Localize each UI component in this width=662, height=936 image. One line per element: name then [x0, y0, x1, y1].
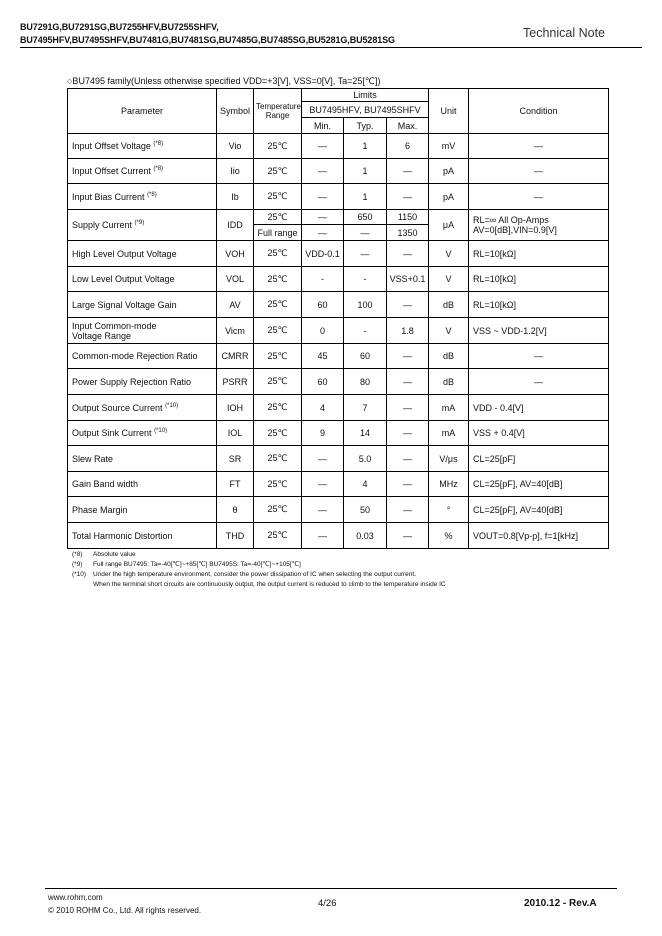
symbol-cell: IDD [217, 210, 254, 241]
min-cell: — [302, 523, 344, 549]
footnote-text: When the terminal short circuits are continuously output, the output current is reduced to climb to the temperature inside IC [93, 581, 446, 588]
typ-cell: — [344, 241, 387, 267]
symbol-cell: Vicm [217, 318, 254, 344]
max-cell: 6 [387, 134, 429, 159]
footer-url: www.rohm.com [48, 893, 103, 902]
max-cell: — [387, 184, 429, 210]
min-cell: — [302, 184, 344, 210]
temp-cell: Full range [254, 225, 302, 241]
typ-cell: 0.03 [344, 523, 387, 549]
table-row [68, 344, 609, 369]
page-number: 4/26 [318, 898, 337, 909]
param-label: Input Bias Current [72, 191, 145, 202]
min-cell: — [302, 159, 344, 184]
min-cell: — [302, 134, 344, 159]
param-cell [68, 318, 217, 344]
condition-cell: CL=25[pF], AV=40[dB] [469, 472, 609, 497]
min-cell: — [302, 225, 344, 241]
header-symbol: Symbol [217, 89, 254, 134]
footnote [72, 550, 446, 560]
param-label: Supply Current [72, 220, 133, 230]
temp-cell: 25℃ [254, 369, 302, 395]
typ-cell: 4 [344, 472, 387, 497]
condition-cell: VDD - 0.4[V] [469, 395, 609, 421]
header-family: BU7495HFV, BU7495SHFV [302, 102, 429, 118]
max-cell: 1350 [387, 225, 429, 241]
param-cell [68, 184, 217, 210]
note-ref: (*10) [165, 402, 179, 409]
temp-cell: 25℃ [254, 395, 302, 421]
table-row [68, 134, 609, 159]
max-cell: 1.8 [387, 318, 429, 344]
table-row [68, 369, 609, 395]
temp-cell: 25℃ [254, 497, 302, 523]
symbol-cell: θ [217, 497, 254, 523]
condition-cell: — [469, 134, 609, 159]
max-cell: — [387, 472, 429, 497]
condition-cell [469, 210, 609, 241]
symbol-cell: Iio [217, 159, 254, 184]
min-cell: 60 [302, 369, 344, 395]
unit-cell: mA [429, 395, 469, 421]
temp-cell: 25℃ [254, 421, 302, 446]
temp-cell: 25℃ [254, 523, 302, 549]
header-unit: Unit [429, 89, 469, 134]
param-cell: High Level Output Voltage [68, 241, 217, 267]
min-cell: 4 [302, 395, 344, 421]
condition-cell: RL=10[kΩ] [469, 267, 609, 292]
param-cell [68, 134, 217, 159]
temp-cell: 25℃ [254, 159, 302, 184]
max-cell: — [387, 159, 429, 184]
max-cell: — [387, 497, 429, 523]
temp-cell: 25℃ [254, 344, 302, 369]
header-parameter: Parameter [68, 89, 217, 134]
note-ref: (*10) [154, 428, 168, 434]
part-numbers [20, 21, 395, 47]
document-type: Technical Note [523, 26, 605, 40]
footnote-text: Full range BU7495: Ta=-40[℃]~+85[℃] BU7495S: Ta=-40[℃]~+105[℃] [93, 561, 301, 568]
header-limits: Limits [302, 89, 429, 102]
part-numbers-line1: BU7291G,BU7291SG,BU7255HFV,BU7255SHFV, [20, 22, 219, 32]
max-cell: — [387, 292, 429, 318]
unit-cell: μA [429, 210, 469, 241]
temp-cell: 25℃ [254, 241, 302, 267]
typ-cell: 5.0 [344, 446, 387, 472]
max-cell: — [387, 395, 429, 421]
header-max: Max. [387, 118, 429, 134]
unit-cell: MHz [429, 472, 469, 497]
unit-cell: V [429, 241, 469, 267]
temp-cell: 25℃ [254, 318, 302, 344]
table-row [68, 267, 609, 292]
min-cell: — [302, 497, 344, 523]
unit-cell: mA [429, 421, 469, 446]
min-cell: 45 [302, 344, 344, 369]
condition-cell: VOUT=0.8[Vp-p], f=1[kHz] [469, 523, 609, 549]
footnote-key [72, 580, 93, 590]
typ-cell: 7 [344, 395, 387, 421]
note-ref: (*9) [134, 220, 145, 226]
note-ref: (*8) [147, 191, 157, 198]
unit-cell: ° [429, 497, 469, 523]
typ-cell: 650 [344, 210, 387, 225]
table-row [68, 523, 609, 549]
table-row [68, 184, 609, 210]
symbol-cell: SR [217, 446, 254, 472]
electrical-characteristics-table [67, 88, 609, 549]
footnotes [72, 550, 446, 590]
max-cell: 1150 [387, 210, 429, 225]
typ-cell: 14 [344, 421, 387, 446]
unit-cell: V [429, 267, 469, 292]
param-cell: Total Harmonic Distortion [68, 523, 217, 549]
typ-cell: - [344, 267, 387, 292]
max-cell: — [387, 344, 429, 369]
condition-cell: CL=25[pF] [469, 446, 609, 472]
unit-cell: pA [429, 184, 469, 210]
header-temperature-range [254, 89, 302, 134]
typ-cell: 100 [344, 292, 387, 318]
unit-cell: dB [429, 369, 469, 395]
header-typ: Typ. [344, 118, 387, 134]
typ-cell: — [344, 225, 387, 241]
temp-cell: 25℃ [254, 267, 302, 292]
temp-cell: 25℃ [254, 134, 302, 159]
table-row [68, 497, 609, 523]
footnote-text: Absolute value [93, 551, 136, 558]
min-cell: 9 [302, 421, 344, 446]
param-cell: Power Supply Rejection Ratio [68, 369, 217, 395]
unit-cell: pA [429, 159, 469, 184]
symbol-cell: VOH [217, 241, 254, 267]
param-cell [68, 210, 217, 241]
typ-cell: 80 [344, 369, 387, 395]
max-cell: — [387, 421, 429, 446]
max-cell: VSS+0.1 [387, 267, 429, 292]
min-cell: 0 [302, 318, 344, 344]
condition-cell: RL=10[kΩ] [469, 292, 609, 318]
typ-cell: - [344, 318, 387, 344]
param-cell: Slew Rate [68, 446, 217, 472]
unit-cell: dB [429, 292, 469, 318]
table-row [68, 421, 609, 446]
condition-cell: RL=10[kΩ] [469, 241, 609, 267]
param-cell: Low Level Output Voltage [68, 267, 217, 292]
param-label: Output Source Current [72, 402, 163, 413]
param-label: Input Offset Voltage [72, 141, 151, 151]
note-ref: (*8) [153, 141, 164, 147]
condition-cell: — [469, 159, 609, 184]
min-cell: VDD-0.1 [302, 241, 344, 267]
min-cell: — [302, 210, 344, 225]
footer-copyright: © 2010 ROHM Co., Ltd. All rights reserved. [48, 906, 202, 915]
param-line2: Voltage Range [72, 330, 132, 341]
min-cell: 60 [302, 292, 344, 318]
condition-cell: — [469, 344, 609, 369]
condition-cell: CL=25[pF], AV=40[dB] [469, 497, 609, 523]
temp-cell: 25℃ [254, 472, 302, 497]
unit-cell: mV [429, 134, 469, 159]
temp-cell: 25℃ [254, 292, 302, 318]
symbol-cell: IOH [217, 395, 254, 421]
condition-cell: — [469, 369, 609, 395]
symbol-cell: CMRR [217, 344, 254, 369]
temp-cell: 25℃ [254, 210, 302, 225]
condition-line2: AV=0[dB],VIN=0.9[V] [473, 225, 557, 235]
param-cell [68, 421, 217, 446]
typ-cell: 1 [344, 159, 387, 184]
symbol-cell: PSRR [217, 369, 254, 395]
part-numbers-line2: BU7495HFV,BU7495SHFV,BU7481G,BU7481SG,BU7485G,BU7485SG,BU5281G,BU5281SG [20, 35, 395, 45]
symbol-cell: VOL [217, 267, 254, 292]
footnote [72, 570, 446, 580]
table-row [68, 472, 609, 497]
unit-cell: V [429, 318, 469, 344]
param-cell: Gain Band width [68, 472, 217, 497]
temp-cell: 25℃ [254, 446, 302, 472]
max-cell: — [387, 369, 429, 395]
footnote-key: (*10) [72, 571, 87, 578]
param-cell [68, 395, 217, 421]
header-divider [20, 47, 642, 48]
header-temp-line2: Range [265, 111, 290, 120]
max-cell: — [387, 523, 429, 549]
param-cell: Large Signal Voltage Gain [68, 292, 217, 318]
max-cell: — [387, 241, 429, 267]
header-temp-line1: Temperature [256, 102, 301, 111]
min-cell: — [302, 446, 344, 472]
typ-cell: 1 [344, 134, 387, 159]
symbol-cell: AV [217, 292, 254, 318]
symbol-cell: THD [217, 523, 254, 549]
footnote-key: (*9) [72, 561, 83, 568]
param-line1: Input Common-mode [72, 320, 157, 331]
param-cell: Phase Margin [68, 497, 217, 523]
symbol-cell: Vio [217, 134, 254, 159]
param-label: Output Sink Current [72, 428, 152, 438]
table-caption: ○BU7495 family(Unless otherwise specified VDD=+3[V], VSS=0[V], Ta=25[℃]) [67, 76, 381, 86]
table-row [68, 446, 609, 472]
unit-cell: dB [429, 344, 469, 369]
table-row [68, 318, 609, 344]
header-condition: Condition [469, 89, 609, 134]
symbol-cell: IOL [217, 421, 254, 446]
symbol-cell: Ib [217, 184, 254, 210]
condition-cell: VSS ~ VDD-1.2[V] [469, 318, 609, 344]
param-cell: Common-mode Rejection Ratio [68, 344, 217, 369]
footnote [72, 580, 446, 590]
note-ref: (*8) [153, 166, 164, 172]
revision: 2010.12 - Rev.A [524, 898, 597, 909]
typ-cell: 50 [344, 497, 387, 523]
max-cell: — [387, 446, 429, 472]
condition-cell: VSS + 0.4[V] [469, 421, 609, 446]
condition-line1: RL=∞ All Op-Amps [473, 215, 549, 225]
param-cell [68, 159, 217, 184]
min-cell: - [302, 267, 344, 292]
footnote [72, 560, 446, 570]
table-row [68, 292, 609, 318]
table-row [68, 159, 609, 184]
condition-cell: — [469, 184, 609, 210]
symbol-cell: FT [217, 472, 254, 497]
table-row [68, 241, 609, 267]
footer-divider [45, 888, 617, 889]
min-cell: — [302, 472, 344, 497]
typ-cell: 60 [344, 344, 387, 369]
temp-cell: 25℃ [254, 184, 302, 210]
unit-cell: % [429, 523, 469, 549]
footnote-key: (*8) [72, 551, 83, 558]
typ-cell: 1 [344, 184, 387, 210]
table-row [68, 395, 609, 421]
footnote-text: Under the high temperature environment, consider the power dissipation of IC when selecting the output current. [93, 571, 417, 578]
header-min: Min. [302, 118, 344, 134]
param-label: Input Offset Current [72, 166, 151, 176]
unit-cell: V/μs [429, 446, 469, 472]
table-row [68, 210, 609, 225]
